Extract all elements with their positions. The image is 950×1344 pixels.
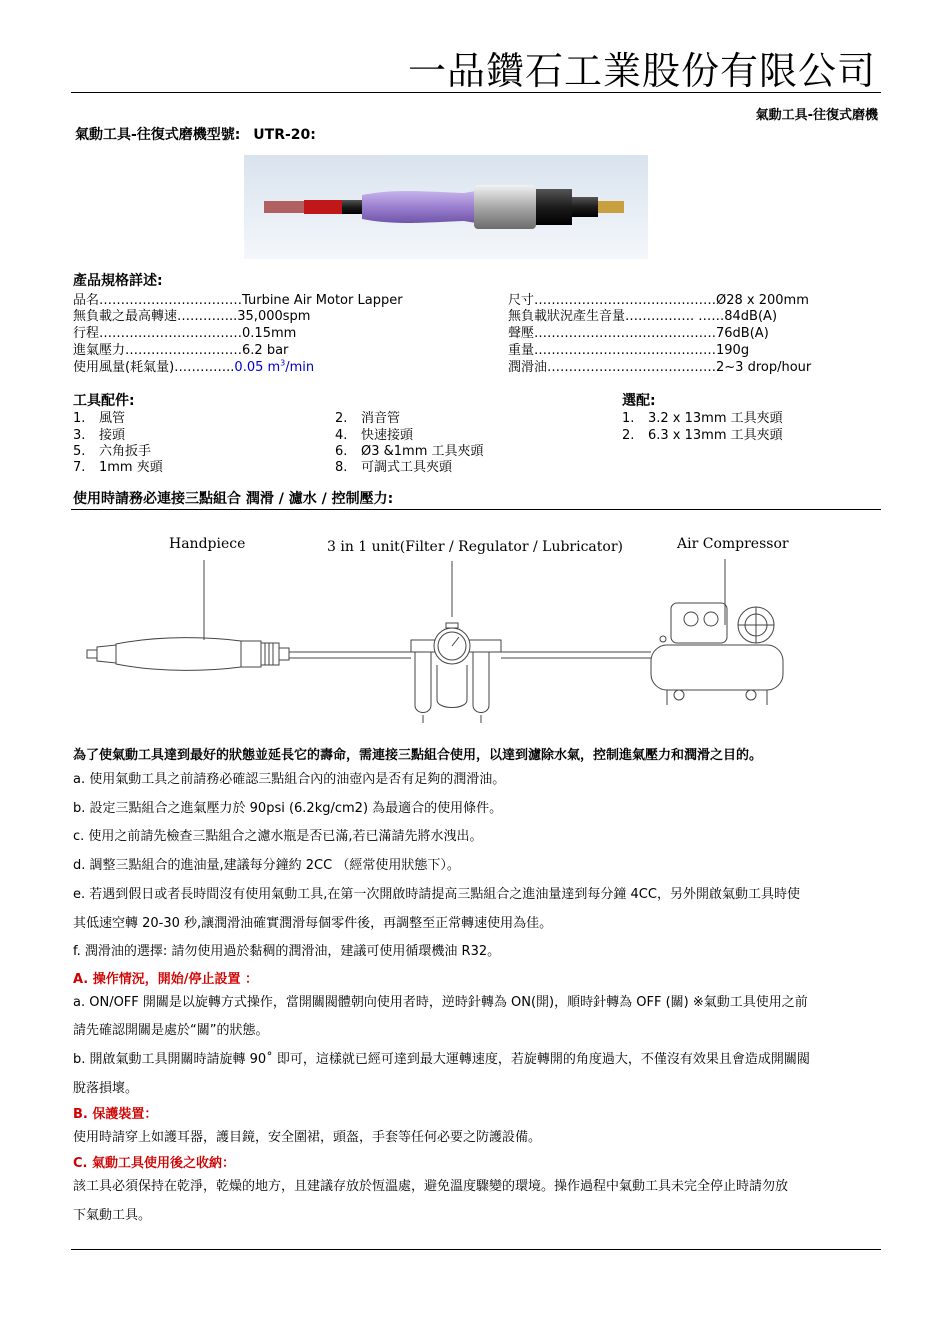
instruction-line: a. 使用氣動工具之前請務必確認三點組合內的油壺內是否有足夠的潤滑油。 — [73, 772, 506, 787]
section-divider — [71, 509, 881, 510]
compressor-label: Air Compressor — [677, 536, 789, 552]
frl-unit-label: 3 in 1 unit(Filter / Regulator / Lubricator) — [327, 539, 623, 555]
instruction-line: b. 設定三點組合之進氣壓力於 90psi (6.2kg/cm2) 為最適合的使用條件。 — [73, 801, 503, 816]
air-inlet — [598, 201, 624, 213]
section-c-line: 該工具必須保持在乾淨，乾燥的地方，且建議存放於恆溫處，避免溫度驟變的環境。操作過程中氣動工具未完全停止時請勿放 — [73, 1179, 789, 1194]
section-a-line: 請先確認開關是處於“關”的狀態。 — [73, 1023, 269, 1038]
compressor-drawing — [651, 603, 783, 705]
model-value: UTR-20: — [253, 127, 316, 143]
section-c-title: C. 氣動工具使用後之收納： — [73, 1156, 236, 1171]
spec-row: 無負載之最高轉速…………..35,000spm — [73, 309, 311, 324]
accessory-item: 3. 接頭 — [73, 428, 126, 443]
accessory-item: 2. 消音管 — [335, 411, 401, 426]
accessory-item: 7. 1mm 夾頭 — [73, 460, 163, 475]
handpiece-drawing — [87, 638, 289, 671]
connection-title: 使用時請務必連接三點組合 潤滑 / 濾水 / 控制壓力: — [73, 491, 394, 507]
company-name: 一品鑽石工業股份有限公司 — [407, 49, 876, 93]
section-b-title: B. 保護裝置： — [73, 1107, 158, 1122]
section-a-line: 脫落損壞。 — [73, 1081, 139, 1096]
spec-row: 使用風量(耗氣量)…………..0.05 $m^3/\min$ — [73, 358, 315, 375]
header-divider — [71, 92, 881, 93]
accessory-item: 4. 快速接頭 — [335, 428, 414, 443]
specs-title: 產品規格詳述: — [73, 273, 163, 289]
spec-row: 行程……………………………0.15mm — [73, 326, 297, 341]
category-label: 氣動工具-往復式磨機 — [755, 108, 878, 123]
instruction-line: d. 調整三點組合的進油量,建議每分鐘約 2CC （經常使用狀態下）。 — [73, 858, 460, 873]
spec-row: 尺寸……………………………………Ø28 x 200mm — [508, 293, 809, 308]
motor-housing — [474, 185, 536, 229]
spec-row: 無負載狀況產生音量……………. ……84dB(A) — [508, 309, 778, 324]
tool-illustration — [244, 155, 648, 259]
option-item: 2. 6.3 x 13mm 工具夾頭 — [622, 428, 783, 443]
product-photo — [244, 155, 648, 259]
instruction-line: 其低速空轉 20-30 秒,讓潤滑油確實潤滑每個零件後，再調整至正常轉速使用為佳。 — [73, 916, 553, 931]
handpiece-label: Handpiece — [169, 536, 246, 552]
spec-row: 聲壓……………………………………76dB(A) — [508, 326, 769, 341]
valve-collar — [536, 189, 572, 225]
instruction-line: f. 潤滑油的選擇: 請勿使用過於黏稠的潤滑油，建議可使用循環機油 R32。 — [73, 944, 501, 959]
spec-row: 進氣壓力………………………6.2 bar — [73, 343, 289, 358]
section-a-line: a. ON/OFF 開關是以旋轉方式操作，當開關閥體朝向使用者時，逆時針轉為 ON(開)，順時針轉為 OFF (關) ※氣動工具使用之前 — [73, 995, 808, 1010]
section-a-line: b. 開啟氣動工具開關時請旋轉 90˚ 即可，這樣就已經可達到最大運轉速度，若旋轉開的角度過大，不僅沒有效果且會造成開關閥 — [73, 1052, 810, 1067]
connection-diagram — [71, 555, 801, 730]
frl-unit-drawing — [411, 623, 501, 723]
spec-row: 品名……………………………Turbine Air Motor Lapper — [73, 293, 403, 308]
instruction-line: e. 若遇到假日或者長時間沒有使用氣動工具,在第一次開啟時請提高三點組合之進油量達到每分鐘 4CC，另外開啟氣動工具時使 — [73, 887, 800, 902]
footer-divider — [71, 1249, 881, 1250]
spec-row: 重量……………………………………190g — [508, 343, 750, 358]
section-b-text: 使用時請穿上如護耳器，護目鏡，安全圍裙，頭盔，手套等任何必要之防護設備。 — [73, 1130, 542, 1145]
collet — [342, 200, 364, 214]
accessory-item: 6. Ø3 &1mm 工具夾頭 — [335, 444, 484, 459]
grip-handle — [362, 191, 476, 223]
instructions-intro: 為了使氣動工具達到最好的狀態並延長它的壽命，需連接三點組合使用，以達到濾除水氣，控制進氣壓力和潤滑之目的。 — [73, 748, 763, 763]
accessories-title: 工具配件: — [73, 393, 135, 409]
option-item: 1. 3.2 x 13mm 工具夾頭 — [622, 411, 783, 426]
instruction-line: c. 使用之前請先檢查三點組合之濾水瓶是否已滿,若已滿請先將水洩出。 — [73, 829, 483, 844]
accessory-item: 5. 六角扳手 — [73, 444, 152, 459]
accessory-item: 1. 風管 — [73, 411, 126, 426]
options-title: 選配: — [622, 393, 656, 409]
model-label: 氣動工具-往復式磨機型號: — [75, 127, 241, 143]
spec-row: 潤滑油…………………………………2~3 drop/hour — [508, 360, 812, 375]
model-heading — [75, 124, 316, 144]
section-c-line: 下氣動工具。 — [73, 1208, 152, 1223]
accessory-item: 8. 可調式工具夾頭 — [335, 460, 453, 475]
section-a-title: A. 操作情況，開始/停止設置 ： — [73, 972, 259, 987]
